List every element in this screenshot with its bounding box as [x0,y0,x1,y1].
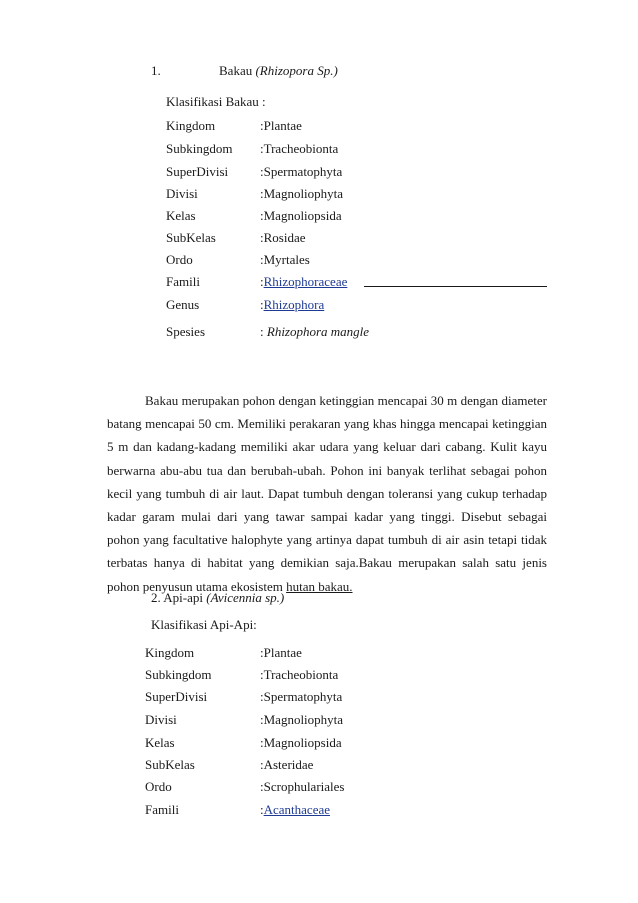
row-key: SubKelas [166,230,216,245]
section1-classification-heading: Klasifikasi Bakau : [166,94,266,109]
row-value: : Rhizophora mangle [260,324,370,339]
row-value: :Tracheobionta [260,667,339,682]
section2-classification-heading: Klasifikasi Api-Api: [151,617,257,632]
link-acanthaceae[interactable]: Acanthaceae [263,802,331,817]
row-value: :Rhizophoraceae [260,274,348,289]
row-key: Divisi [166,186,198,201]
row-key: Subkingdom [145,667,212,682]
row-value: :Plantae [260,645,302,660]
section2-title-latin: (Avicennia sp.) [206,590,285,605]
row-value: :Rosidae [260,230,306,245]
row-key: Subkingdom [166,141,233,156]
paragraph-text: Bakau merupakan pohon dengan ketinggian mencapai 30 m dengan diameter batang mencapai 50 cm. Memiliki perakaran yang khas hingga mencapai ketinggian 5 m dan kadang-kadang memiliki akar udara yang keluar dari cabang. Kulit kayu berwarna abu-abu tua dan berubah-ubah. Pohon ini banyak terlihat sebagai pohon kecil yang tumbuh di air laut. Dapat tumbuh dengan toleransi yang cukup terhadap kadar garam mulai dari yang tawar sampai kadar yang tinggi. Disebut sebagai pohon yang facultative halophyte yang artinya dapat tumbuh di air asin tetapi tidak terbatas hanya di habitat yang demikian saja.Bakau merupakan salah satu jenis pohon penyusun utama ekosistem [107,393,547,594]
row-value: :Scrophulariales [260,779,345,794]
link-rhizophoraceae[interactable]: Rhizophoraceae [263,274,348,289]
section1-number: 1. [151,63,161,78]
row-key: SuperDivisi [166,164,229,179]
row-value: :Myrtales [260,252,310,267]
row-key: Famili [145,802,179,817]
row-value: :Spermatophyta [260,689,343,704]
link-hutan-bakau[interactable]: hutan bakau. [286,578,353,594]
row-key: Famili [166,274,200,289]
row-value: :Rhizophora [260,297,325,312]
row-value: :Acanthaceae [260,802,331,817]
row-value: :Magnoliophyta [260,712,344,727]
section2-title-text: Api-api [163,590,204,605]
section1-title-text: Bakau [219,63,253,78]
row-value: :Plantae [260,118,302,133]
row-key: Genus [166,297,200,312]
row-value: :Spermatophyta [260,164,343,179]
section2-number: 2. [151,590,161,605]
row-key: Divisi [145,712,177,727]
row-value: :Magnoliopsida [260,208,342,223]
row-value: :Magnoliophyta [260,186,344,201]
row-key: Kelas [166,208,196,223]
row-value: :Asteridae [260,757,314,772]
row-key: Spesies [166,324,205,339]
description-paragraph [107,389,547,598]
link-rhizophora[interactable]: Rhizophora [263,297,325,312]
row-key: Kingdom [166,118,216,133]
row-key: SubKelas [145,757,195,772]
underline-rule [364,286,547,287]
row-key: Ordo [145,779,172,794]
section2-heading [151,590,284,606]
row-key: Kelas [145,735,175,750]
section1-title [219,63,338,79]
row-value: :Tracheobionta [260,141,339,156]
row-value: :Magnoliopsida [260,735,342,750]
section1-title-latin: (Rhizopora Sp.) [255,63,338,78]
row-key: Kingdom [145,645,195,660]
row-key: Ordo [166,252,193,267]
row-key: SuperDivisi [145,689,208,704]
